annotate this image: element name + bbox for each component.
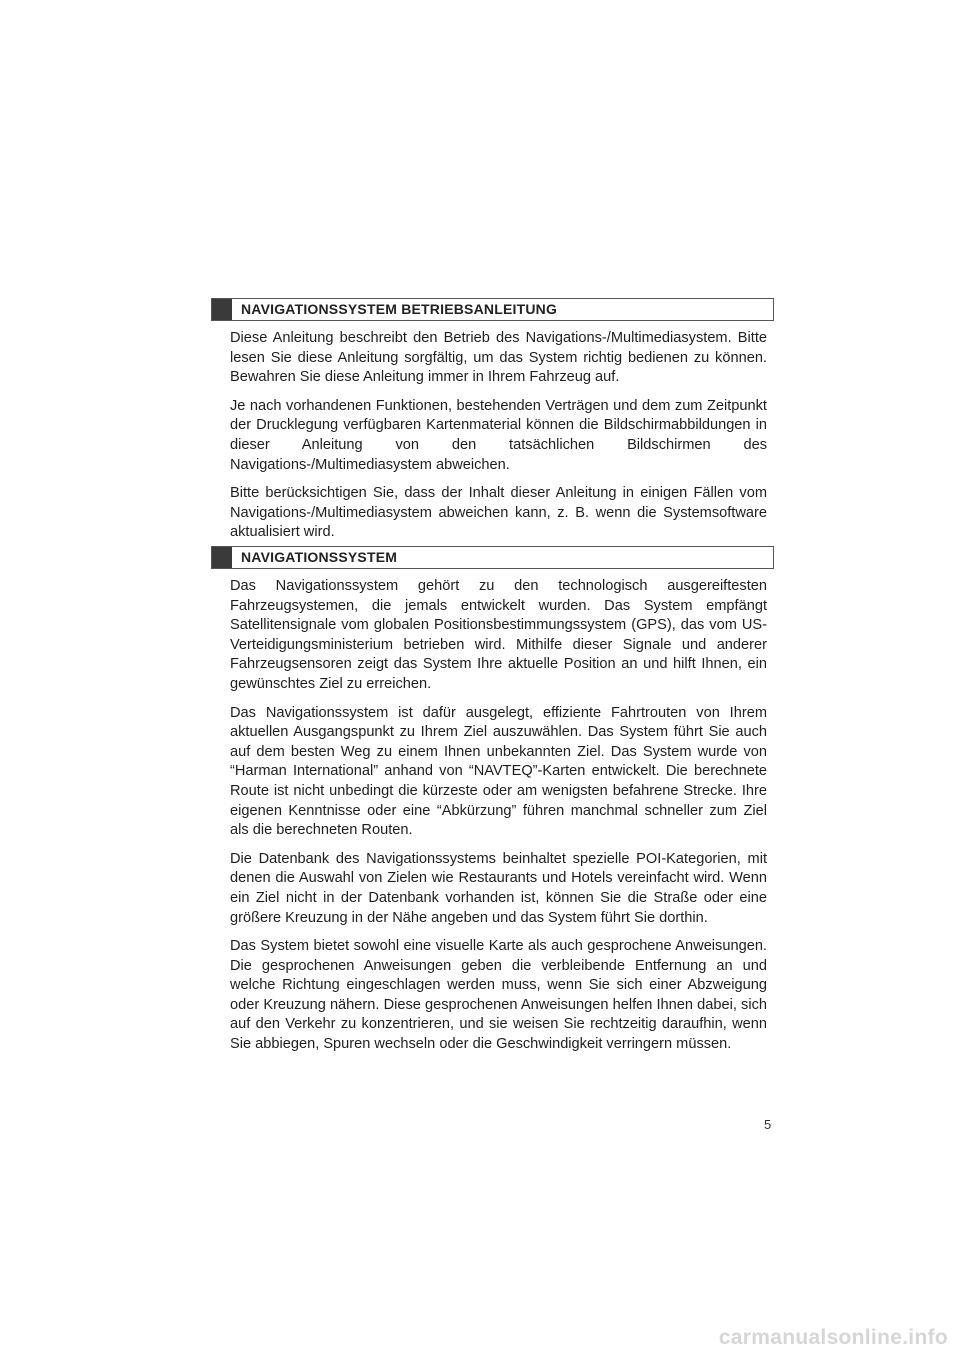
section-header-navigationssystem xyxy=(211,546,774,569)
paragraph: Das System bietet sowohl eine visuelle Karte als auch gesprochene Anweisungen. Die gesprochenen Anweisungen geben die verbleibende Entfernung an und welche Richtung eingeschlagen werden muss, wenn Sie sich einer Abzweigung oder Kreuzung nähern. Diese gesprochenen Anweisungen helfen Ihnen dabei, sich auf den Verkehr zu konzentrieren, und sie weisen Sie rechtzeitig daraufhin, wenn Sie abbiegen, Spuren wechseln oder die Geschwindigkeit verringern müssen. xyxy=(230,938,767,1053)
paragraph: Die Datenbank des Navigationssystems beinhaltet spezielle POI-Kategorien, mit denen die Auswahl von Zielen wie Restaurants und Hotels vereinfacht wird. Wenn ein Ziel nicht in der Datenbank vorhanden ist, können Sie die Straße oder eine größere Kreuzung in der Nähe angeben und das System führt Sie dorthin. xyxy=(230,850,767,926)
section-body-betriebsanleitung xyxy=(230,329,767,552)
section-header-betriebsanleitung xyxy=(211,298,774,321)
paragraph: Diese Anleitung beschreibt den Betrieb des Navigations-/Multimediasystem. Bitte lesen Sie diese Anleitung sorgfältig, um das System richtig bedienen zu können. Bewahren Sie diese Anleitung immer in Ihrem Fahrzeug auf. xyxy=(230,330,767,386)
paragraph: Bitte berücksichtigen Sie, dass der Inhalt dieser Anleitung in einigen Fällen vom Navigations-/Multimediasystem abweichen kann, z. B. wenn die Systemsoftware aktualisiert wird. xyxy=(230,485,767,541)
paragraph: Das Navigationssystem ist dafür ausgelegt, effiziente Fahrtrouten von Ihrem aktuellen Ausgangspunkt zu Ihrem Ziel auszuwählen. Das System führt Sie auch auf dem besten Weg zu einem Ihnen unbekannten Ziel. Das System wurde von “Harman International” anhand von “NAVTEQ”-Karten entwickelt. Die berechnete Route ist nicht unbedingt die kürzeste oder am wenigsten befahrene Strecke. Ihre eigenen Kenntnisse oder eine “Abkürzung” führen manchmal schneller zum Ziel als die berechneten Routen. xyxy=(230,704,767,839)
paragraph: Je nach vorhandenen Funktionen, bestehenden Verträgen und dem zum Zeitpunkt der Drucklegung verfügbaren Kartenmaterial können die Bildschirmabbildungen in dieser Anleitung von den tatsächlichen Bildschirmen des Navigations-/Multimediasystem abweichen. xyxy=(230,397,767,473)
section-title: NAVIGATIONSSYSTEM BETRIEBSANLEITUNG xyxy=(241,301,558,317)
watermark: carmanualsonline.info xyxy=(718,1326,948,1349)
page-number: 5 xyxy=(764,1117,772,1132)
section-title: NAVIGATIONSSYSTEM xyxy=(241,549,398,565)
header-accent-bar xyxy=(212,299,232,320)
section-body-navigationssystem xyxy=(230,577,767,1064)
header-accent-bar xyxy=(212,547,232,568)
paragraph: Das Navigationssystem gehört zu den technologisch ausgereiftesten Fahrzeugsystemen, die jemals entwickelt wurden. Das System empfängt Satellitensignale vom globalen Positionsbestimmungssystem (GPS), das vom US-Verteidigungsministerium betrieben wird. Mithilfe dieser Signale und anderer Fahrzeugsensoren zeigt das System Ihre aktuelle Position an und hilft Ihnen, ein gewünschtes Ziel zu erreichen. xyxy=(230,578,767,692)
